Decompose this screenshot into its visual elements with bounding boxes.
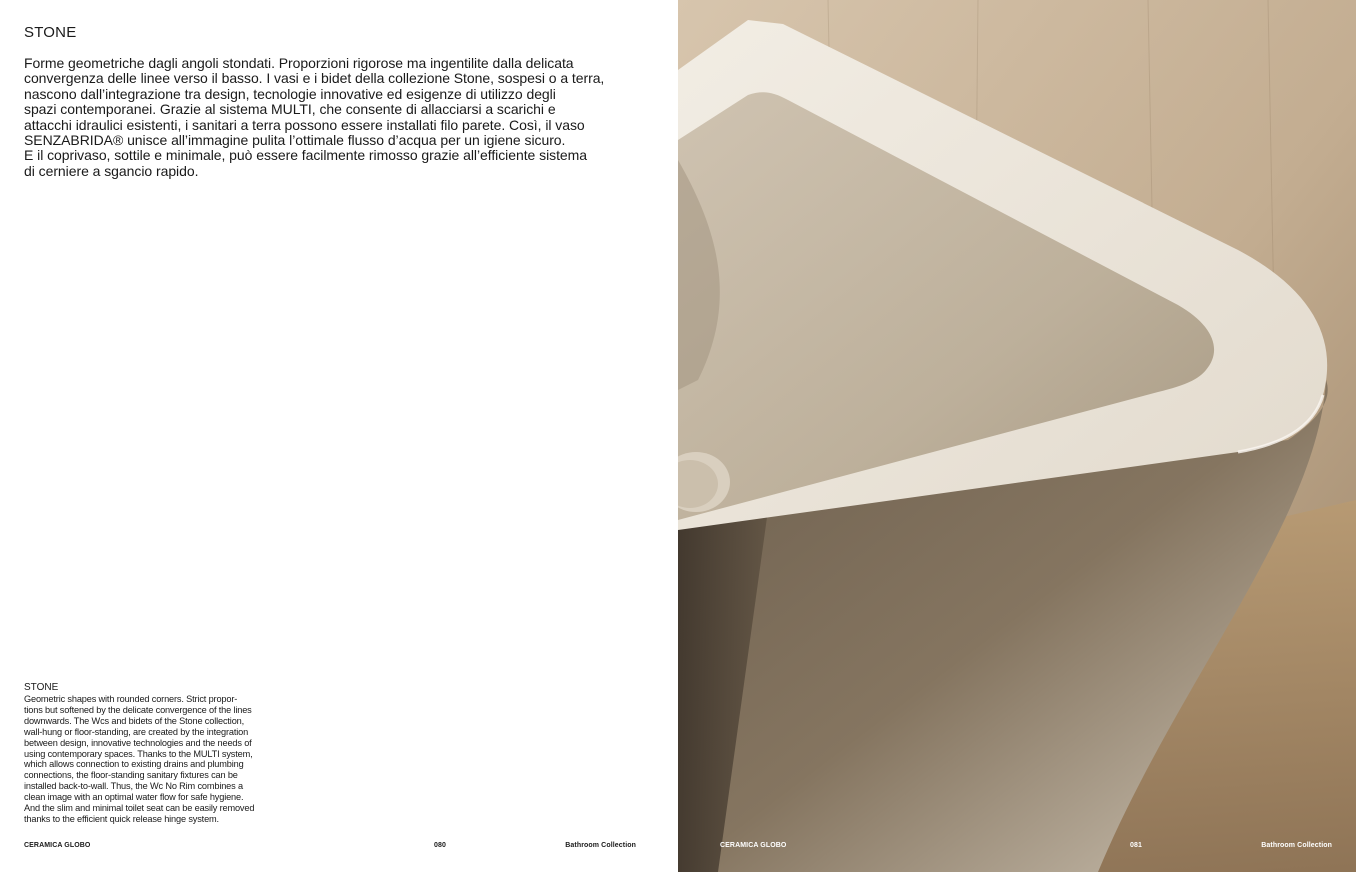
right-page xyxy=(678,0,1356,872)
body-text-en xyxy=(24,694,280,825)
page-title-it: STONE xyxy=(24,24,77,41)
footer-section-left: Bathroom Collection xyxy=(565,842,636,849)
body-en-line: thanks to the efficient quick release hinge system. xyxy=(24,813,219,824)
body-it-line: SENZABRIDA® unisce all’immagine pulita l’ottimale flusso d’acqua per un igiene sicuro. xyxy=(24,132,566,149)
body-it-line: convergenza delle linee verso il basso. I vasi e i bidet della collezione Stone, sospesi o a terra, xyxy=(24,70,605,87)
product-photo xyxy=(678,0,1356,872)
body-it-line: E il coprivaso, sottile e minimale, può essere facilmente rimosso grazie all’efficiente sistema xyxy=(24,147,588,164)
body-en-line: tions but softened by the delicate convergence of the lines xyxy=(24,704,252,715)
body-en-line: wall-hung or floor-standing, are created by the integration xyxy=(24,726,249,737)
body-en-line: connections, the floor-standing sanitary fixtures can be xyxy=(24,770,238,781)
footer-brand-right: CERAMICA GLOBO xyxy=(720,842,787,849)
english-translation xyxy=(24,682,280,825)
body-text-it xyxy=(24,56,636,179)
page-number-left: 080 xyxy=(434,842,446,849)
body-en-line: downwards. The Wcs and bidets of the Stone collection, xyxy=(24,715,245,726)
body-it-line: di cerniere a sgancio rapido. xyxy=(24,162,199,179)
body-it-line: Forme geometriche dagli angoli stondati. Proporzioni rigorose ma ingentilite dalla delicata xyxy=(24,55,574,71)
body-en-line: installed back-to-wall. Thus, the Wc No Rim combines a xyxy=(24,781,243,792)
page-number-right: 081 xyxy=(1130,842,1142,849)
body-it-line: nascono dall’integrazione tra design, tecnologie innovative ed esigenze di utilizzo degli xyxy=(24,85,556,102)
footer-brand-left: CERAMICA GLOBO xyxy=(24,842,91,849)
body-en-line: And the slim and minimal toilet seat can be easily removed xyxy=(24,803,255,814)
body-it-line: attacchi idraulici esistenti, i sanitari a terra possono essere installati filo parete. Così, il vaso xyxy=(24,116,585,133)
body-en-line: between design, innovative technologies and the needs of xyxy=(24,737,252,748)
body-en-line: Geometric shapes with rounded corners. Strict propor- xyxy=(24,694,238,704)
title-en: STONE xyxy=(24,682,59,693)
body-en-line: which allows connection to existing drains and plumbing xyxy=(24,759,244,770)
body-it-line: spazi contemporanei. Grazie al sistema MULTI, che consente di allacciarsi a scarichi e xyxy=(24,101,556,118)
body-en-line: using contemporary spaces. Thanks to the MULTI system, xyxy=(24,748,253,759)
body-en-line: clean image with an optimal water flow for safe hygiene. xyxy=(24,792,244,803)
footer-section-right: Bathroom Collection xyxy=(1261,842,1332,849)
